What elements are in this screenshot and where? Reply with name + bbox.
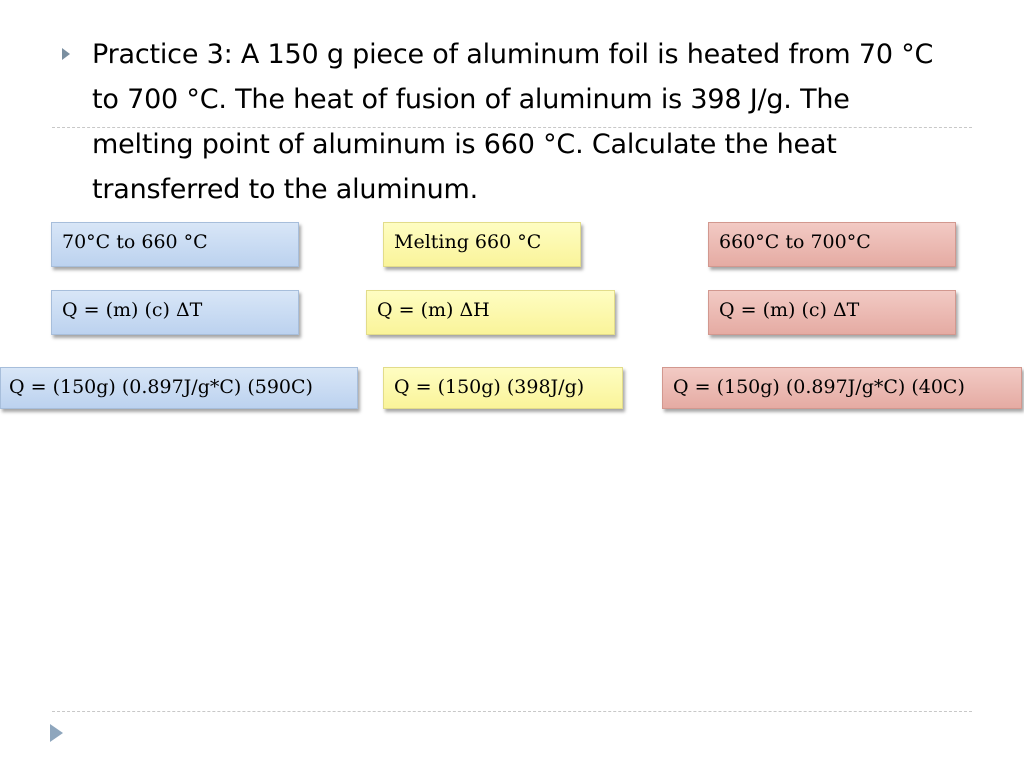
practice-prompt: Practice 3: A 150 g piece of aluminum foil is heated from 70 °C to 700 °C. The heat of fusion of aluminum is 398 J/g. The melting point of aluminum is 660 °C. Calculate the heat transferred to the aluminum.: [92, 39, 934, 205]
slide-nav-arrow-icon[interactable]: [50, 724, 63, 742]
heating-liquid-substitution-box: Q = (150g) (0.897J/g*C) (40C): [662, 367, 1022, 409]
melting-substitution-box: Q = (150g) (398J/g): [383, 367, 623, 409]
melting-formula-box: Q = (m) ΔH: [366, 290, 615, 335]
melting-range-box: Melting 660 °C: [383, 222, 581, 267]
bottom-divider: [52, 711, 972, 712]
bullet-arrow-icon: [62, 48, 70, 60]
heating-liquid-formula-box: Q = (m) (c) ΔT: [708, 290, 956, 335]
heating-liquid-range-box: 660°C to 700°C: [708, 222, 956, 267]
heating-solid-range-box: 70°C to 660 °C: [51, 222, 299, 267]
heating-solid-substitution-box: Q = (150g) (0.897J/g*C) (590C): [0, 367, 358, 409]
heating-solid-formula-box: Q = (m) (c) ΔT: [51, 290, 299, 335]
